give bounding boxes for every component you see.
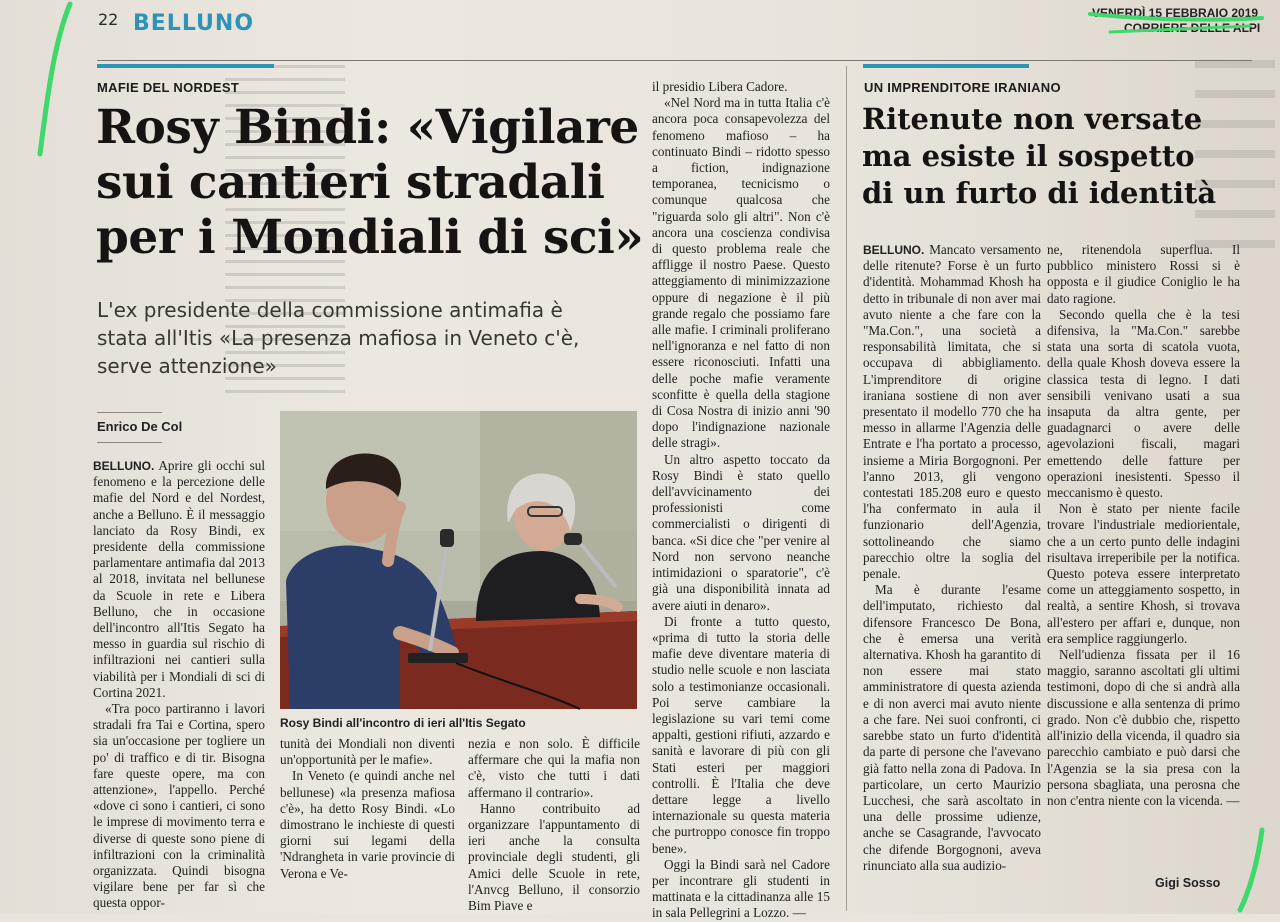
article-column xyxy=(1047,242,1240,875)
highlighter-mark xyxy=(40,4,70,154)
article-photo xyxy=(280,411,637,709)
kicker-bar xyxy=(863,64,1029,68)
paragraph: Un altro aspetto toccato da Rosy Bindi è stato quello dell'avvicinamento dei professionisti come commercialisti o dirigenti di banca. «Si dice che "per venire al Nord non servono neanche intimidazioni o sparatorie", c'è già una disponibilità innata ad avere aiuti in denaro». xyxy=(652,451,830,613)
photo-illustration xyxy=(280,411,637,709)
column-divider xyxy=(846,66,847,911)
paragraph: Hanno contribuito ad organizzare l'appuntamento di ieri anche la consulta provinciale degli studenti, gli Amici delle Scuole in rete, l'Anvcg Belluno, il consorzio Bim Piave e xyxy=(468,800,640,914)
kicker-bar xyxy=(97,64,274,68)
article-column xyxy=(863,242,1041,910)
headline xyxy=(96,100,656,265)
paragraph: Di fronte a tutto questo, «prima di tutto la storia delle mafie deve diventare materia di studio nelle scuole e non lasciata solo a testimonianze occasionali. Poi serve cambiare la legislazione su vari temi come appalti, gestioni rifiuti, azzardo e sanità e lavorare di più con gli Stati esteri per maggiori controlli. È l'Italia che deve dettare legge a livello internazionale su questa materia che purtroppo conosce fin troppo bene». xyxy=(652,613,830,856)
section-title: BELLUNO xyxy=(133,11,255,36)
byline-rule xyxy=(97,442,162,443)
page-number: 22 xyxy=(98,10,119,29)
headline-line: Rosy Bindi: «Vigilare xyxy=(96,100,639,155)
highlighter-mark xyxy=(1240,830,1262,910)
article-column xyxy=(652,79,830,921)
paragraph: Nell'udienza fissata per il 16 maggio, saranno ascoltati gli ultimi testimoni, dopo di che si andrà alla discussione e alla sentenza di primo grado. Non c'è dubbio che, rispetto all'inizio della vicenda, il quadro sia parecchio cambiato e può darsi che l'Agenzia se la sia presa con la persona sbagliata, una perosna che non c'entra niente con la vicenda. — xyxy=(1047,647,1240,808)
paragraph: Mancato versamento delle ritenute? Forse è un furto d'identità. Mohammad Khosh ha detto in tribunale di non aver mai avuto niente a che fare con la "Ma.Con.", una società a responsabilità limitata, che si occupava di abbigliamento. L'imprenditore di origine iraniana sostiene di non aver presentato il modello 770 che ha messo in allarme l'Agenzia delle Entrate e l'ha portato a processo, insieme a Miria Borgognoni. Per l'anno 2013, gli vengono contestati 185.208 euro e questo l'ha confermato in aula il funzionario dell'Agenzia, sottolineando che siamo parecchio oltre la soglia del penale. xyxy=(863,242,1041,582)
paragraph: Non è stato per niente facile trovare l'industriale mediorientale, che a un certo punto delle indagini risultava irreperibile per la notifica. Questo poteva essere interpretato come un atteggiamento sospetto, in realtà, a sentire Khosh, si trovava all'estero per affari e, dunque, non era semplice raggiungerlo. xyxy=(1047,501,1240,646)
article-column xyxy=(280,736,455,910)
byline: Enrico De Col xyxy=(97,419,183,434)
paragraph: tunità dei Mondiali non diventi un'opportunità per le mafie». xyxy=(280,736,455,768)
highlighter-mark xyxy=(1110,26,1250,32)
headline-line: Ritenute non versate xyxy=(862,102,1203,136)
article-column xyxy=(93,458,265,910)
subheadline: L'ex presidente della commissione antimafia è stata all'Itis «La presenza mafiosa in Veneto c'è, serve attenzione» xyxy=(97,298,580,378)
paragraph: il presidio Libera Cadore. xyxy=(652,79,788,94)
paragraph: Aprire gli occhi sul fenomeno e la percezione delle mafie del Nord e del Nordest, anche a Belluno. È il messaggio lanciato da Rosy Bindi, ex presidente della commissione parlamentare antimafia dal 2013 al 2018, invitata nel bellunese da Scuole in rete e Libera Belluno, che in occasione dell'incontro all'Itis Segato ha messo in guardia sul rischio di infiltrazioni nei cantieri sulla viabilità per i Mondiali di sci di Cortina 2021. xyxy=(93,458,265,700)
headline-line: per i Mondiali di sci» xyxy=(96,210,644,265)
headline-line: sui cantieri stradali xyxy=(96,155,605,210)
byline-rule xyxy=(97,412,162,413)
kicker: MAFIE DEL NORDEST xyxy=(97,80,240,95)
paragraph: «Nel Nord ma in tutta Italia c'è ancora poca consapevolezza del fenomeno mafioso – ha continuato Bindi – ridotto spesso a fiction, indignazione temporanea, tecnicismo o comunque qualcosa che "riguarda solo gli altri". Non c'è ancora una coscienza condivisa di questo problema reale che affligge il nostro Paese. Questo atteggiamento di minimizzazione oppure di negazione è il più grande regalo che possiamo fare alle mafie. I criminali proliferano nell'ignoranza e nel fatto di non essere riconosciuti. Infatti una delle poche mafie veramente sconfitte è quella della stagione di Cosa Nostra di inizio anni '90 dopo l'indignazione nazionale delle stragi». xyxy=(652,95,830,451)
headline-line: di un furto di identità xyxy=(862,176,1217,210)
issue-date: VENERDÌ 15 FEBBRAIO 2019 xyxy=(1092,6,1259,20)
dateline: BELLUNO. xyxy=(863,243,925,257)
paragraph: In Veneto (e quindi anche nel bellunese) «la presenza mafiosa c'è», ha detto Rosy Bindi. «Lo dimostrano le inchieste di questi giorni sui legami della 'Ndrangheta in varie provincie di Verona e Ve- xyxy=(280,768,455,881)
paragraph: nezia e non solo. È difficile affermare che qui la mafia non c'è, visto che tutti i dati affermano il contrario». xyxy=(468,736,640,800)
kicker: UN IMPRENDITORE IRANIANO xyxy=(864,80,1061,95)
newspaper-name: CORRIERE DELLE ALPI xyxy=(1124,21,1261,35)
photo-caption: Rosy Bindi all'incontro di ieri all'Itis Segato xyxy=(280,716,526,730)
headline xyxy=(862,101,1252,212)
paragraph: «Tra poco partiranno i lavori stradali fra Tai e Cortina, spero sia un'occasione per togliere un po' di traffico e di tir. Bisogna fare queste opere, ma con attenzione», l'appello. Perché «dove ci sono i cantieri, ci sono le imprese di movimento terra e diverse di queste sono piene di infiltrazioni con la criminalità organizzata. Quindi bisogna vigilare bene per far sì che questa oppor- xyxy=(93,701,265,911)
paragraph: Secondo quella che è la tesi difensiva, la "Ma.Con." sarebbe stata una sorta di scatola vuota, della quale Khosh doveva essere la classica testa di legno. I dati sensibili venivano usati a sua insaputa da altra gente, per guadagnarci o avere delle agevolazioni fiscali, magari emettendo delle fatture per operazioni inesistenti. Spesso il meccanismo è questo. xyxy=(1047,306,1240,501)
paragraph: ne, ritenendola superflua. Il pubblico ministero Rossi si è opposta e il giudice Coniglio le ha dato ragione. xyxy=(1047,242,1240,306)
dateline: BELLUNO. xyxy=(93,459,155,473)
highlighter-mark xyxy=(1090,14,1262,20)
paragraph: Oggi la Bindi sarà nel Cadore per incontrare gli studenti in mattinata e la cittadinanza alle 15 in sala Pellegrini a Lozzo. — xyxy=(652,856,830,921)
headline-line: ma esiste il sospetto xyxy=(862,139,1195,173)
article-column xyxy=(468,736,640,914)
author-signature: Gigi Sosso xyxy=(1155,876,1221,890)
paragraph: Ma è durante l'esame dell'imputato, richiesto dal difensore Francesco De Bona, che è emersa una verità alternativa. Khosh ha garantito di non essere mai stato amministratore di questa azienda e di non averci mai avuto niente a che fare. Nei suoi confronti, ci sarebbe stato un furto d'identità da parte di persone che l'avevano già fatto nella zona di Padova. In particolare, un certo Maurizio Lucchesi, che sarà ascoltato in una delle prossime udienze, anche se Casagrande, l'avvocato che difende Borgognoni, aveva rinunciato alla sua audizio- xyxy=(863,582,1041,873)
